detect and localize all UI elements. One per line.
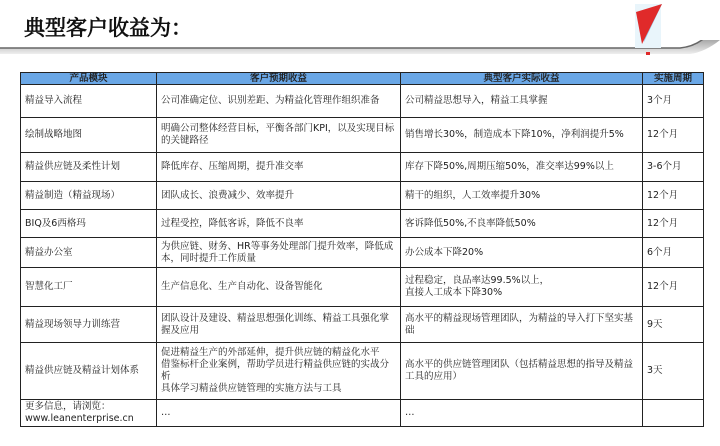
table-row: [21, 153, 704, 182]
cell-period: 3个月: [643, 85, 704, 118]
cell-actual: 客诉降低50%,不良率降低50%: [401, 210, 643, 238]
column-header-expected: 客户预期收益: [157, 73, 401, 85]
cell-expected: 生产信息化、生产自动化、设备智能化: [157, 268, 401, 307]
cell-expected: 促进精益生产的外部延伸，提升供应链的精益化水平 借鉴标杆企业案例，帮助学员进行精益供应链的实战分析 具体学习精益供应链管理的实施方法与工具: [157, 343, 401, 400]
cell-period: 12个月: [643, 210, 704, 238]
cell-expected: 为供应链、财务、HR等事务处理部门提升效率，降低成本，同时提升工作质量: [157, 238, 401, 268]
table-row: [21, 182, 704, 210]
cell-module: 精益制造（精益现场）: [21, 182, 157, 210]
cell-actual: 高水平的供应链管理团队（包括精益思想的指导及精益工具的应用）: [401, 343, 643, 400]
table-row: [21, 118, 704, 153]
cell-expected: 明确公司整体经营目标，平衡各部门KPI，以及实现目标的关键路径: [157, 118, 401, 153]
cell-expected: 公司准确定位、识别差距、为精益化管理作组织准备: [157, 85, 401, 118]
table-row: [21, 238, 704, 268]
table-row: [21, 268, 704, 307]
cell-module: 精益办公室: [21, 238, 157, 268]
table-row: [21, 400, 704, 427]
cell-period: 9天: [643, 307, 704, 343]
cell-actual: 过程稳定，良品率达99.5%以上， 直接人工成本下降30%: [401, 268, 643, 307]
cell-module: 精益导入流程: [21, 85, 157, 118]
cell-period: 6个月: [643, 238, 704, 268]
cell-period: 3-6个月: [643, 153, 704, 182]
table-row: [21, 85, 704, 118]
table-row: [21, 343, 704, 400]
cell-period: 12个月: [643, 182, 704, 210]
cell-expected: 过程受控，降低客诉，降低不良率: [157, 210, 401, 238]
cell-module: 精益现场领导力训练营: [21, 307, 157, 343]
cell-expected: 降低库存、压缩周期，提升准交率: [157, 153, 401, 182]
cell-actual: …: [401, 400, 643, 427]
cell-period: 12个月: [643, 118, 704, 153]
cell-actual: 公司精益思想导入，精益工具掌握: [401, 85, 643, 118]
cell-period: 3天: [643, 343, 704, 400]
page-title: 典型客户收益为：: [24, 16, 192, 40]
cell-module: 更多信息，请浏览： www.leanenterprise.cn: [21, 400, 157, 427]
table-row: [21, 210, 704, 238]
cell-actual: 高水平的精益现场管理团队，为精益的导入打下坚实基础: [401, 307, 643, 343]
cell-actual: 办公成本下降20%: [401, 238, 643, 268]
table-header-row: [21, 73, 704, 85]
cell-expected: …: [157, 400, 401, 427]
cell-period: [643, 400, 704, 427]
column-header-module: 产品模块: [21, 73, 157, 85]
column-header-period: 实施周期: [643, 73, 704, 85]
cell-actual: 销售增长30%，制造成本下降10%，净利润提升5%: [401, 118, 643, 153]
company-logo: [632, 2, 668, 60]
cell-period: 12个月: [643, 268, 704, 307]
cell-module: 绘制战略地图: [21, 118, 157, 153]
cell-actual: 库存下降50%,周期压缩50%，准交率达99%以上: [401, 153, 643, 182]
cell-module: 精益供应链及精益计划体系: [21, 343, 157, 400]
cell-module: 智慧化工厂: [21, 268, 157, 307]
cell-expected: 团队成长、浪费减少、效率提升: [157, 182, 401, 210]
cell-expected: 团队设计及建设、精益思想强化训练、精益工具强化掌握及应用: [157, 307, 401, 343]
column-header-actual: 典型客户实际收益: [401, 73, 643, 85]
cell-module: BIQ及6西格玛: [21, 210, 157, 238]
table-row: [21, 307, 704, 343]
cell-module: 精益供应链及柔性计划: [21, 153, 157, 182]
customer-benefits-table: [20, 72, 704, 427]
cell-actual: 精干的组织，人工效率提升30%: [401, 182, 643, 210]
